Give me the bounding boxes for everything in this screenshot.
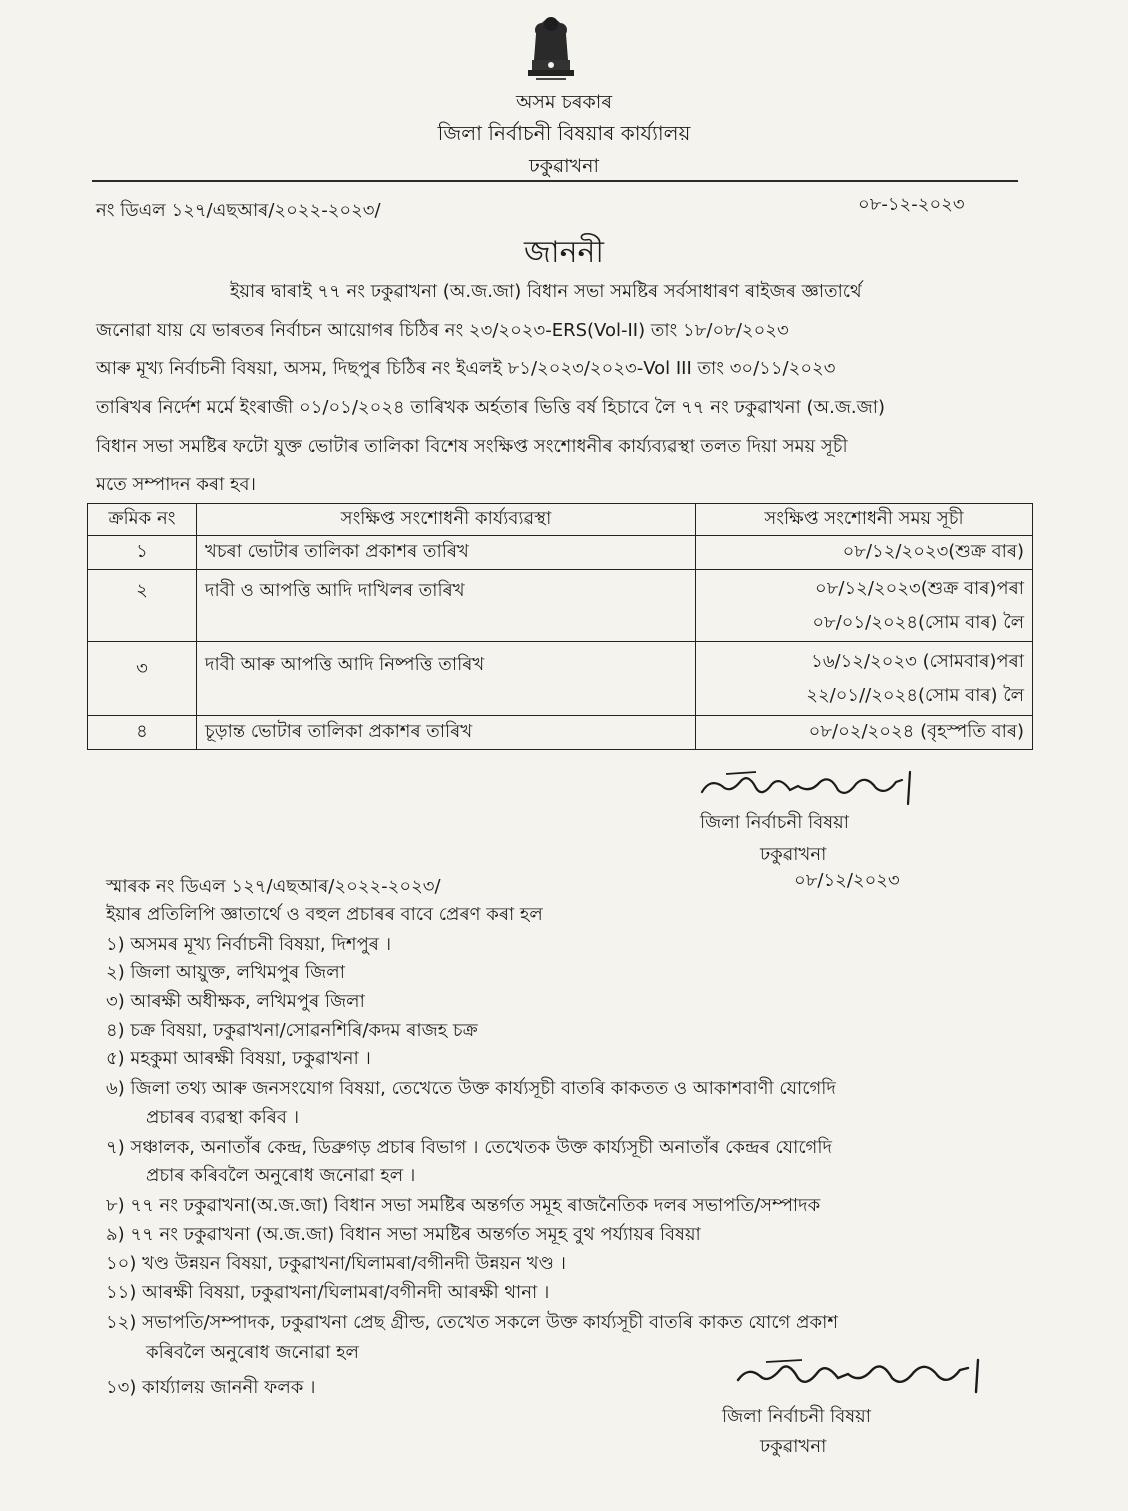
list-item: প্ৰচাৰৰ ব্যৱস্থা কৰিব । [146,1107,300,1128]
date-cell: ০৮/১২/২০২৩(শুক্ৰ বাৰ) [696,536,1033,570]
list-item: ১১) আৰক্ষী বিষয়া, ঢকুৱাখনা/ঘিলামৰা/বগীনদী আৰক্ষী থানা । [106,1282,550,1303]
signatory-designation: জিলা নিৰ্বাচনী বিষয়া [700,812,849,833]
date-cell [696,570,1033,642]
header-divider [92,180,1018,182]
table-row [88,716,1033,750]
memo-number: স্মাৰক নং ডিএল ১২৭/এছআৰ/২০২২-২০২৩/ [106,876,441,897]
office-place: ঢকুৱাখনা [529,155,599,177]
activity-cell: খচৰা ভোটাৰ তালিকা প্ৰকাশৰ তাৰিখ [197,536,696,570]
list-item: ৪) চক্ৰ বিষয়া, ঢকুৱাখনা/সোৱনশিৰি/কদম ৰাজহ চক্ৰ [106,1020,478,1041]
handwritten-signature [696,764,936,810]
notice-line: জনোৱা যায় যে ভাৰতৰ নিৰ্বাচন আয়োগৰ চিঠিৰ নং ২৩/২০২৩-ERS(Vol-II) তাং ১৮/০৮/২০২৩ [96,320,789,341]
list-item: প্ৰচাৰ কৰিবলৈ অনুৰোধ জনোৱা হল । [146,1165,416,1186]
table-row [88,570,1033,642]
list-item: ৫) মহকুমা আৰক্ষী বিষয়া, ঢকুৱাখনা । [106,1048,371,1069]
handwritten-signature [732,1350,1002,1400]
list-item: ৭) সঞ্চালক, অনাতাঁৰ কেন্দ্ৰ, ডিব্ৰুগড় প্ৰচাৰ বিভাগ । তেখেতক উক্ত কাৰ্য্যসূচী অনাতাঁৰ কেন্দ্ৰৰ যোগেদি [106,1137,832,1158]
column-header-serial: ক্ৰমিক নং [88,504,197,536]
list-item: ৬) জিলা তথ্য আৰু জনসংযোগ বিষয়া, তেখেতে উক্ত কাৰ্য্যসূচী বাতৰি কাকতত ও আকাশবাণী যোগেদি [106,1078,836,1099]
list-item: কৰিবলৈ অনুৰোধ জনোৱা হল [146,1342,359,1363]
serial-cell: ৪ [88,716,197,750]
list-item: ৯) ৭৭ নং ঢকুৱাখনা (অ.জ.জা) বিধান সভা সমষ্টিৰ অন্তৰ্গত সমূহ বুথ পৰ্য্যায়ৰ বিষয়া [106,1224,701,1245]
activity-cell: চূড়ান্ত ভোটাৰ তালিকা প্ৰকাশৰ তাৰিখ [197,716,696,750]
table-header-row [88,504,1033,536]
date-to: ২২/০১//২০২৪(সোম বাৰ) লৈ [806,684,1024,706]
schedule-table [87,503,1033,750]
notice-line: বিধান সভা সমষ্টিৰ ফটো যুক্ত ভোটাৰ তালিকা বিশেষ সংক্ষিপ্ত সংশোধনীৰ কাৰ্য্যব্যৱস্থা তলত দিয়া সময় সূচী [96,436,848,457]
list-item: ২) জিলা আয়ুক্ত, লখিমপুৰ জিলা [106,962,345,983]
serial-cell: ২ [88,570,197,642]
notice-line: মতে সম্পাদন কৰা হব। [96,474,256,495]
reference-number: নং ডিএল ১২৭/এছআৰ/২০২২-২০২৩/ [96,200,381,221]
office-name: জিলা নিৰ্বাচনী বিষয়াৰ কাৰ্য্যালয় [437,121,691,145]
table-row [88,642,1033,716]
activity-cell: দাবী আৰু আপত্তি আদি নিষ্পত্তি তাৰিখ [197,642,696,716]
column-header-activity: সংক্ষিপ্ত সংশোধনী কাৰ্য্যব্যৱস্থা [197,504,696,536]
list-item: ১) অসমৰ মূখ্য নিৰ্বাচনী বিষয়া, দিশপুৰ । [106,934,392,955]
serial-cell: ৩ [88,642,197,716]
signatory-place: ঢকুৱাখনা [760,1436,827,1457]
memo-date: ০৮/১২/২০২৩ [794,870,900,891]
notice-title: জাননী [524,235,604,270]
notice-line: তাৰিখৰ নিৰ্দেশ মৰ্মে ইংৰাজী ০১/০১/২০২৪ তাৰিখক অৰ্হতাৰ ভিত্তি বৰ্ষ হিচাবে লৈ ৭৭ নং ঢকুৱাখনা (অ.জ.জা) [96,397,885,418]
table-row [88,536,1033,570]
list-item: ৩) আৰক্ষী অধীক্ষক, লখিমপুৰ জিলা [106,991,365,1012]
signatory-designation: জিলা নিৰ্বাচনী বিষয়া [722,1406,871,1427]
activity-cell: দাবী ও আপত্তি আদি দাখিলৰ তাৰিখ [197,570,696,642]
reference-date: ০৮-১২-২০২৩ [858,194,965,215]
date-from: ১৬/১২/২০২৩ (সোমবাৰ)পৰা [811,650,1024,672]
notice-line: ইয়াৰ দ্বাৰাই ৭৭ নং ঢকুৱাখনা (অ.জ.জা) বিধান সভা সমষ্টিৰ সৰ্বসাধাৰণ ৰাইজৰ জ্ঞাতাৰ্থে [230,281,862,302]
signatory-place: ঢকুৱাখনা [760,844,827,865]
date-cell: ০৮/০২/২০২৪ (বৃহস্পতি বাৰ) [696,716,1033,750]
list-item: ৮) ৭৭ নং ঢকুৱাখনা(অ.জ.জা) বিধান সভা সমষ্টিৰ অন্তৰ্গত সমূহ ৰাজনৈতিক দলৰ সভাপতি/সম্পাদক [106,1195,821,1216]
memo-intro: ইয়াৰ প্ৰতিলিপি জ্ঞাতাৰ্থে ও বহুল প্ৰচাৰৰ বাবে প্ৰেৰণ কৰা হল [106,904,543,925]
list-item: ১২) সভাপতি/সম্পাদক, ঢকুৱাখনা প্ৰেছ গ্ৰীল্ড, তেখেত সকলে উক্ত কাৰ্য্যসূচী বাতৰি কাকত যোগে প্ৰকাশ [106,1312,838,1333]
list-item: ১০) খণ্ড উন্নয়ন বিষয়া, ঢকুৱাখনা/ঘিলামৰা/বগীনদী উন্নয়ন খণ্ড । [106,1253,566,1274]
serial-cell: ১ [88,536,197,570]
list-item: ১৩) কাৰ্য্যালয় জাননী ফলক । [106,1377,316,1398]
date-from: ০৮/১২/২০২৩(শুক্ৰ বাৰ)পৰা [815,577,1024,599]
date-to: ০৮/০১/২০২৪(সোম বাৰ) লৈ [812,611,1024,633]
state-emblem-icon [520,10,582,82]
column-header-schedule: সংক্ষিপ্ত সংশোধনী সময় সূচী [696,504,1033,536]
government-name: অসম চৰকাৰ [515,91,613,113]
notice-line: আৰু মূখ্য নিৰ্বাচনী বিষয়া, অসম, দিছপুৰ চিঠিৰ নং ইএলই ৮১/২০২৩/২০২৩-Vol III তাং ৩০/১১/২০২৩ [96,358,836,379]
date-cell [696,642,1033,716]
